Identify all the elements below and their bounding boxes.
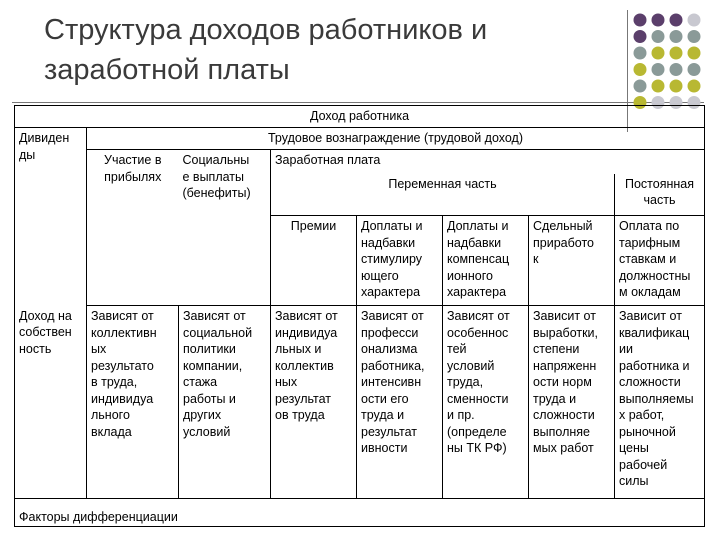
decorative-dot bbox=[670, 30, 683, 43]
header-constant-part: Постоянная часть bbox=[615, 174, 705, 216]
factor-tariff-pay: Зависит от квалификац ии работника и сложности выполняемы х работ, рыночной цены рабочей силы bbox=[615, 306, 705, 499]
decorative-dot bbox=[670, 63, 683, 76]
factor-piecework: Зависит от выработки, степени напряженн ости норм труда и сложности выполняе мых работ bbox=[529, 306, 615, 499]
header-worker-income: Доход работника bbox=[15, 106, 705, 128]
decorative-dot bbox=[670, 14, 683, 27]
factor-bonuses: Зависят от индивидуа льных и коллектив ных результат ов труда bbox=[271, 306, 357, 499]
decorative-dot bbox=[634, 30, 647, 43]
decorative-dot bbox=[688, 30, 701, 43]
header-dividends: Дивиден ды bbox=[15, 128, 87, 306]
decorative-dot bbox=[688, 63, 701, 76]
decorative-dot bbox=[634, 47, 647, 60]
header-labor-reward: Трудовое вознаграждение (трудовой доход) bbox=[87, 128, 705, 150]
header-profit-participation: Участие в прибылях bbox=[87, 150, 179, 306]
page-title: Структура доходов работников и заработной платы bbox=[44, 14, 488, 86]
factor-social-payments: Зависят от социальной политики компании, стажа работы и других условий bbox=[179, 306, 271, 499]
decorative-dot-grid bbox=[632, 12, 704, 114]
income-structure-table bbox=[14, 105, 705, 527]
decorative-dot bbox=[670, 80, 683, 93]
subheader-incentive-allowances: Доплаты и надбавки стимулиру ющего характера bbox=[357, 216, 443, 306]
decorative-dot bbox=[652, 63, 665, 76]
subheader-tariff-pay: Оплата по тарифным ставкам и должностны м окладам bbox=[615, 216, 705, 306]
decorative-dot bbox=[688, 47, 701, 60]
header-salary: Заработная плата bbox=[271, 150, 705, 174]
decorative-horizontal-line bbox=[12, 102, 704, 103]
factor-incentive-allowances: Зависят от професси онализма работника, интенсивн ости его труда и результат ивности bbox=[357, 306, 443, 499]
factor-profit-participation: Зависят от коллективн ых результато в труда, индивидуа льного вклада bbox=[87, 306, 179, 499]
header-variable-part: Переменная часть bbox=[271, 174, 615, 216]
factor-compensation-allowances: Зависят от особеннос тей условий труда, сменности и пр. (определе ны ТК РФ) bbox=[443, 306, 529, 499]
decorative-dot bbox=[652, 14, 665, 27]
decorative-dot bbox=[652, 80, 665, 93]
decorative-dot bbox=[634, 63, 647, 76]
subheader-bonuses: Премии bbox=[271, 216, 357, 306]
subheader-compensation-allowances: Доплаты и надбавки компенсац ионного характера bbox=[443, 216, 529, 306]
decorative-dot bbox=[634, 80, 647, 93]
decorative-dot bbox=[670, 47, 683, 60]
decorative-dot bbox=[652, 30, 665, 43]
decorative-dot bbox=[688, 14, 701, 27]
decorative-dot bbox=[652, 47, 665, 60]
footer-differentiation-factors: Факторы дифференциации bbox=[15, 499, 705, 527]
subheader-piecework: Сдельный приработо к bbox=[529, 216, 615, 306]
decorative-dot bbox=[634, 14, 647, 27]
decorative-dot bbox=[688, 80, 701, 93]
header-social-payments: Социальны е выплаты (бенефиты) bbox=[179, 150, 271, 306]
factor-property-income: Доход на собствен ность bbox=[15, 306, 87, 499]
